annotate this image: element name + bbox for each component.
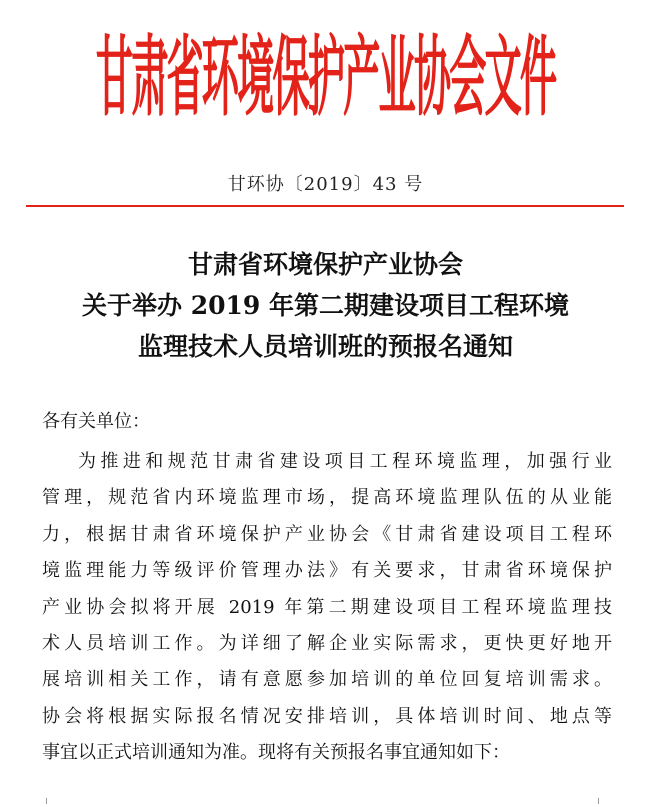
body-line: 事宜以正式培训通知为准。现将有关预报名事宜通知如下： (42, 742, 510, 764)
document-number: 甘环协〔2019〕43 号 (227, 174, 424, 195)
notice-title (0, 244, 651, 367)
crop-mark-bottom-left (40, 798, 47, 804)
body-line: 产业协会拟将开展 2019 年第二期建设项目工程环境监理技 (42, 596, 612, 618)
notice-title-line-2: 关于举办 2019 年第二期建设项目工程环境 (82, 291, 569, 320)
body-paragraph (42, 444, 612, 772)
letterhead-banner (22, 28, 629, 128)
crop-mark-bottom-right (598, 798, 605, 804)
body-line: 术人员培训工作。为详细了解企业实际需求，更快更好地开 (42, 632, 612, 654)
notice-title-line-3: 监理技术人员培训班的预报名通知 (137, 332, 513, 361)
body-line: 展培训相关工作，请有意愿参加培训的单位回复培训需求。 (42, 669, 612, 691)
letterhead-title: 甘肃省环境保护产业协会文件 (95, 27, 556, 129)
salutation: 各有关单位： (42, 411, 150, 432)
body-line: 协会将根据实际报名情况安排培训，具体培训时间、地点等 (42, 705, 612, 727)
body-line: 境监理能力等级评价管理办法》有关要求，甘肃省环境保护 (42, 560, 612, 582)
body-line: 管理，规范省内环境监理市场，提高环境监理队伍的从业能 (42, 487, 612, 509)
body-line: 力，根据甘肃省环境保护产业协会《甘肃省建设项目工程环 (42, 523, 612, 545)
body-line: 为推进和规范甘肃省建设项目工程环境监理，加强行业 (78, 451, 612, 472)
red-divider-line (26, 205, 624, 207)
notice-title-line-1: 甘肃省环境保护产业协会 (187, 250, 463, 279)
